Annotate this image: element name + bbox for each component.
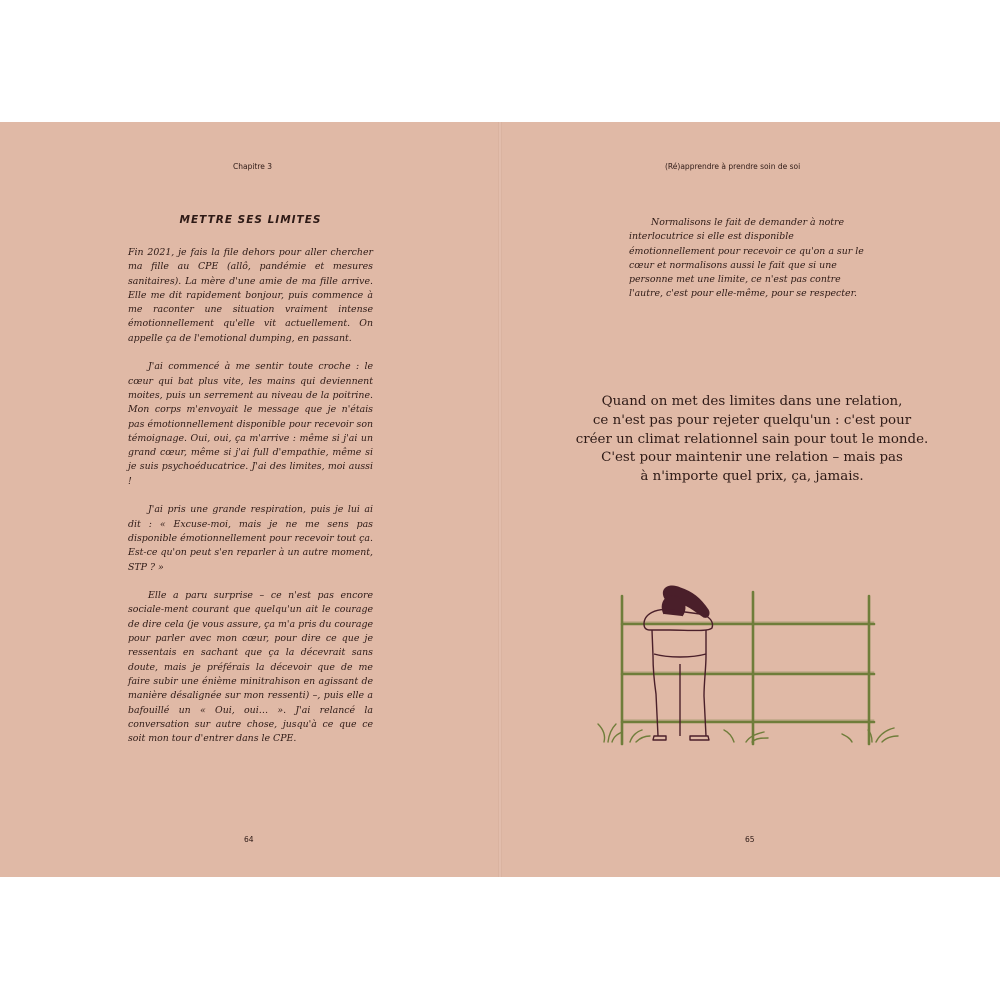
paragraph: J'ai commencé à me sentir toute croche : le cœur qui bat plus vite, les mains qui deviennent moites, puis un serrement au niveau de la poitrine. Mon corps m'envoyait le message que je n'étais pas émotionnellement disponible pour recevoir son témoignage. Oui, oui, ça m'arrive : même si j'ai un grand cœur, même si j'ai full d'empathie, même si je suis psychoéducatrice. J'ai des limites, moi aussi ! [128, 361, 373, 487]
running-head-left: Chapitre 3 [233, 162, 273, 171]
grass-icon [598, 724, 898, 742]
left-page [0, 122, 498, 877]
running-head-right: (Ré)apprendre à prendre soin de soi [665, 162, 801, 171]
right-page [502, 122, 1000, 877]
paragraph: Fin 2021, je fais la file dehors pour aller chercher ma fille au CPE (allô, pandémie et mesures sanitaires). La mère d'une amie de ma fille arrive. Elle me dit rapidement bonjour, puis commence à me raconter une situation vraiment intense émotionnellement qu'elle vit actuellement. On appelle ça de l'emotional dumping, en passant. [128, 247, 373, 344]
book-spread [0, 122, 1000, 877]
quote-line: Quand on met des limites dans une relation, [601, 394, 903, 409]
quote-line: ce n'est pas pour rejeter quelqu'un : c'est pour [592, 412, 912, 428]
paragraph: Elle a paru surprise – ce n'est pas encore sociale-ment courant que quelqu'un ait le courage de dire cela (je vous assure, ça m'a pris du courage pour parler avec mon cœur, pour dire ce que je ressentais en sachant que ça la décevrait sans doute, mais je préférais la décevoir que de me faire subir une énième minitrahison en agissant de manière désalignée sur mon ressenti) –, puis elle a bafouillé un « Oui, oui… ». J'ai relancé la conversation sur autre chose, jusqu'à ce que ce soit mon tour d'entrer dans le CPE. [128, 590, 373, 745]
woman-leaning-on-fence-illustration [596, 584, 916, 762]
quote-line: créer un climat relationnel sain pour tout le monde. [575, 431, 929, 447]
pull-quote [564, 393, 940, 487]
page-number-left: 64 [244, 835, 254, 844]
woman-figure-icon [644, 586, 713, 740]
section-heading: METTRE SES LIMITES [179, 214, 322, 226]
page-number-right: 65 [745, 835, 755, 844]
quote-line: à n'importe quel prix, ça, jamais. [640, 469, 864, 485]
right-body-text: Normalisons le fait de demander à notre interlocutrice si elle est disponible émotionnellement pour recevoir ce qu'on a sur le cœur et normalisons aussi le fait que si une personne met une limite, ce n'est pas contre l'autre, c'est pour elle-même, pour se respecter. [629, 217, 864, 300]
fence-icon [622, 592, 874, 744]
left-body-text [128, 246, 373, 761]
quote-line: C'est pour maintenir une relation – mais pas [601, 450, 903, 466]
paragraph: J'ai pris une grande respiration, puis je lui ai dit : « Excuse-moi, mais je ne me sens pas disponible émotionnellement pour recevoir tout ça. Est-ce qu'on peut s'en reparler à un autre moment, STP ? » [128, 504, 373, 573]
